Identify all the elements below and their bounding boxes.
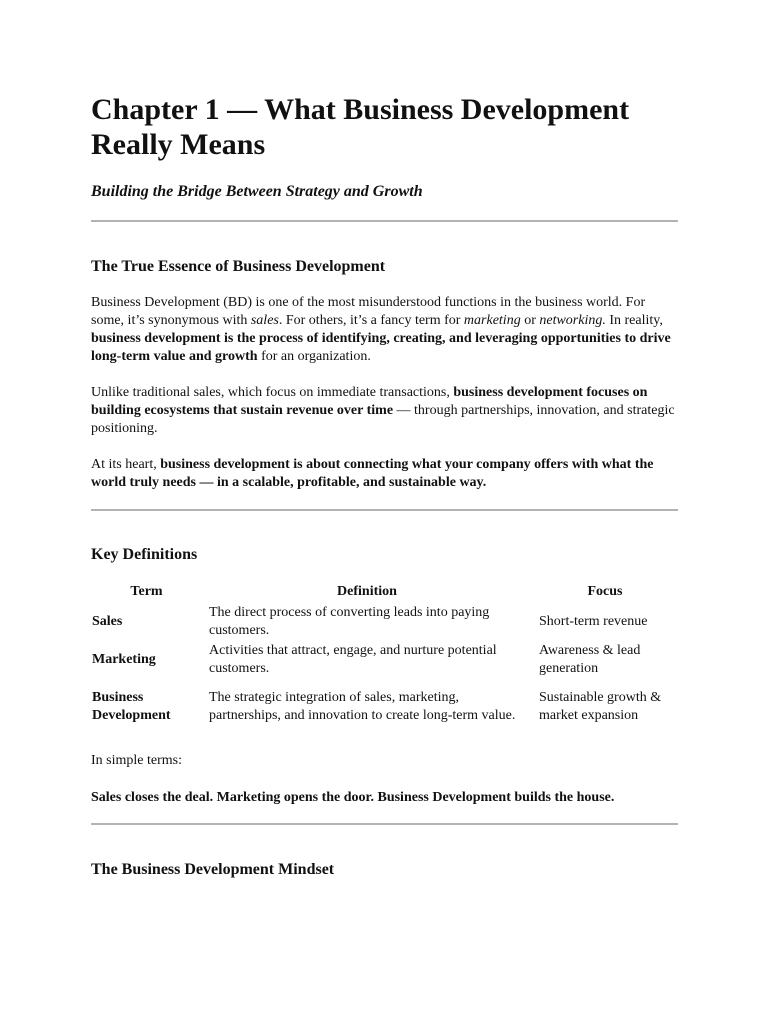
paragraph-essence-2: Unlike traditional sales, which focus on immediate transactions, business development focuses on building ecosystems that sustain revenue over time — through partnerships, innovation, and strategic positioning.: [91, 385, 675, 436]
definition-cell: The strategic integration of sales, marketing, partnerships, and innovation to create long-term value.: [209, 690, 516, 723]
section-heading-mindset: The Business Development Mindset: [91, 861, 335, 878]
focus-cell: Short-term revenue: [539, 614, 648, 629]
focus-cell: Awareness & lead generation: [539, 643, 641, 676]
table-row: [91, 641, 678, 679]
column-header-term: Term: [130, 584, 163, 599]
term-cell: Marketing: [92, 652, 156, 667]
chapter-title: Chapter 1 — What Business Development Really Means: [91, 93, 630, 161]
simple-terms-intro: In simple terms:: [91, 753, 182, 768]
term-cell: Business Development: [92, 690, 171, 723]
definition-cell: The direct process of converting leads into paying customers.: [209, 605, 490, 638]
divider: [91, 509, 678, 511]
paragraph-essence-1: Business Development (BD) is one of the most misunderstood functions in the business world. For some, it’s synonymous with sales. For others, it’s a fancy term for marketing or networking. In reality, business development is the process of identifying, creating, and leveraging opportunities to drive long-term value and growth for an organization.: [91, 295, 671, 364]
table-row: [91, 603, 678, 641]
divider: [91, 823, 678, 825]
paragraph-essence-3: At its heart, business development is about connecting what your company offers with what the world truly needs — in a scalable, profitable, and sustainable way.: [91, 457, 654, 490]
section-heading-definitions: Key Definitions: [91, 546, 198, 563]
column-header-focus: Focus: [587, 584, 623, 599]
term-cell: Sales: [92, 614, 123, 629]
table-header-row: [91, 583, 678, 603]
divider: [91, 220, 678, 222]
focus-cell: Sustainable growth & market expansion: [539, 690, 662, 723]
chapter-subtitle: Building the Bridge Between Strategy and Growth: [91, 183, 423, 200]
definitions-table: [91, 583, 678, 735]
table-row: [91, 679, 678, 735]
definition-cell: Activities that attract, engage, and nurture potential customers.: [209, 643, 497, 676]
section-heading-essence: The True Essence of Business Development: [91, 258, 386, 275]
column-header-definition: Definition: [337, 584, 397, 599]
simple-terms-summary: Sales closes the deal. Marketing opens the door. Business Development builds the house.: [91, 790, 615, 805]
